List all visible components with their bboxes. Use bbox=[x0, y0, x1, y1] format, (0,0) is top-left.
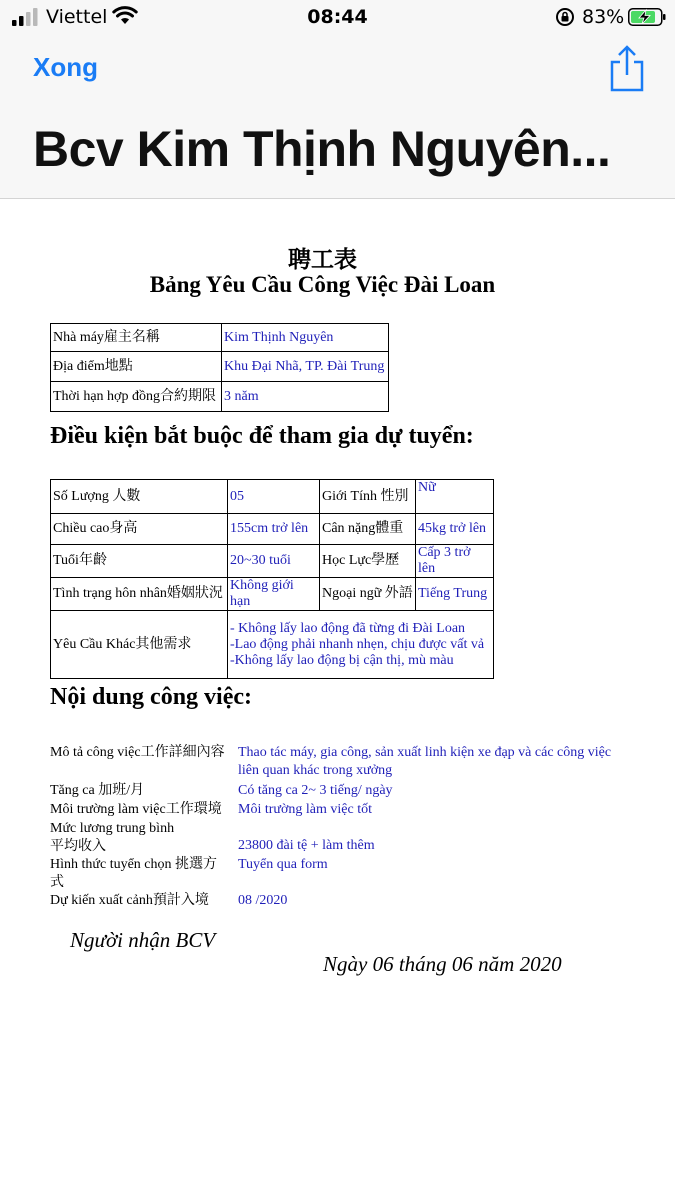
job-heading: Nội dung công việc: bbox=[50, 684, 253, 710]
requirement-line: - Không lấy lao động đã từng đi Đài Loan bbox=[230, 620, 466, 636]
document-title: Bcv Kim Thịnh Nguyên... bbox=[33, 121, 611, 177]
document-date: Ngày 06 tháng 06 năm 2020 bbox=[323, 952, 562, 976]
condition-value: 20~30 tuổi bbox=[228, 545, 320, 578]
salary-value: 23800 đài tệ + làm thêm bbox=[238, 838, 375, 853]
condition-label: Tình trạng hôn nhân婚姻狀況 bbox=[51, 578, 228, 611]
location-label: Địa điểm地點 bbox=[51, 352, 222, 382]
requirement-line: -Lao động phải nhanh nhẹn, chịu được vất vả bbox=[230, 636, 485, 652]
condition-label: Chiều cao身高 bbox=[51, 514, 228, 545]
condition-value: 45kg trở lên bbox=[416, 514, 494, 545]
condition-label: Giới Tính 性別 bbox=[320, 480, 416, 514]
condition-value: Nữ bbox=[416, 480, 494, 514]
environment-value: Môi trường làm việc tốt bbox=[238, 802, 372, 817]
condition-label: Cân nặng體重 bbox=[320, 514, 416, 545]
condition-value: Tiếng Trung bbox=[416, 578, 494, 611]
environment-label: Môi trường làm việc工作環境 bbox=[50, 802, 222, 817]
table-row bbox=[51, 480, 494, 514]
title-vietnamese: Bảng Yêu Cầu Công Việc Đài Loan bbox=[149, 272, 496, 297]
condition-label: Ngoại ngữ 外語 bbox=[320, 578, 416, 611]
table-row bbox=[51, 611, 494, 679]
battery-charging-icon bbox=[628, 8, 666, 26]
table-row bbox=[51, 324, 389, 352]
other-requirements-label: Yêu Cầu Khác其他需求 bbox=[51, 611, 228, 679]
table-row bbox=[51, 352, 389, 382]
condition-label: Học Lực學歷 bbox=[320, 545, 416, 578]
requirement-line: -Không lấy lao động bị cận thị, mù màu bbox=[230, 652, 454, 668]
job-desc-label: Mô tả công việc工作詳細內容 bbox=[50, 745, 225, 760]
condition-value: 05 bbox=[228, 480, 320, 514]
receiver-signature-label: Người nhận BCV bbox=[70, 928, 216, 952]
salary-label: Mức lương trung bình 平均收入 bbox=[50, 821, 175, 854]
condition-label: Số Lượng 人數 bbox=[51, 480, 228, 514]
contract-label: Thời hạn hợp đồng合約期限 bbox=[51, 382, 222, 412]
job-row bbox=[50, 744, 630, 782]
done-button[interactable]: Xong bbox=[33, 52, 98, 82]
carrier-name: Viettel bbox=[46, 6, 108, 28]
employer-table bbox=[50, 323, 389, 412]
job-row bbox=[50, 892, 630, 911]
overtime-value: Có tăng ca 2~ 3 tiếng/ ngày bbox=[238, 783, 393, 798]
conditions-table bbox=[50, 479, 494, 679]
location-value: Khu Đại Nhã, TP. Đài Trung bbox=[222, 352, 389, 382]
document-page bbox=[0, 199, 675, 1200]
table-row bbox=[51, 382, 389, 412]
overtime-label: Tăng ca 加班/月 bbox=[50, 783, 145, 798]
contract-value: 3 năm bbox=[222, 382, 389, 412]
table-row bbox=[51, 545, 494, 578]
status-bar bbox=[0, 0, 675, 36]
job-row bbox=[50, 856, 630, 892]
departure-value: 08 /2020 bbox=[238, 893, 288, 908]
selection-value: Tuyển qua form bbox=[238, 857, 328, 872]
employer-value: Kim Thịnh Nguyên bbox=[222, 324, 389, 352]
employer-label: Nhà máy雇主名稱 bbox=[51, 324, 222, 352]
table-row bbox=[51, 514, 494, 545]
condition-value: Cấp 3 trở lên bbox=[416, 545, 494, 578]
job-details bbox=[50, 744, 630, 911]
title-chinese: 聘工表 bbox=[288, 247, 357, 272]
share-icon[interactable] bbox=[608, 44, 646, 92]
job-row bbox=[50, 782, 630, 801]
conditions-heading: Điều kiện bắt buộc để tham gia dự tuyển: bbox=[50, 423, 474, 449]
battery-percent: 83% bbox=[582, 6, 625, 28]
job-row bbox=[50, 820, 630, 856]
condition-value: Không giới hạn bbox=[228, 578, 320, 611]
other-requirements-value bbox=[228, 611, 494, 679]
job-row bbox=[50, 801, 630, 820]
departure-label: Dự kiến xuất cảnh預計入境 bbox=[50, 893, 209, 908]
table-row bbox=[51, 578, 494, 611]
rotation-lock-icon bbox=[555, 7, 575, 27]
condition-value: 155cm trở lên bbox=[228, 514, 320, 545]
job-desc-value: Thao tác máy, gia công, sản xuất linh kiện xe đạp và các công việc liên quan khác trong xưởng bbox=[238, 745, 612, 778]
clock: 08:44 bbox=[307, 6, 368, 28]
selection-label: Hình thức tuyển chọn 挑選方式 bbox=[50, 857, 218, 890]
navigation-header bbox=[0, 0, 675, 199]
condition-label: Tuổi年齡 bbox=[51, 545, 228, 578]
